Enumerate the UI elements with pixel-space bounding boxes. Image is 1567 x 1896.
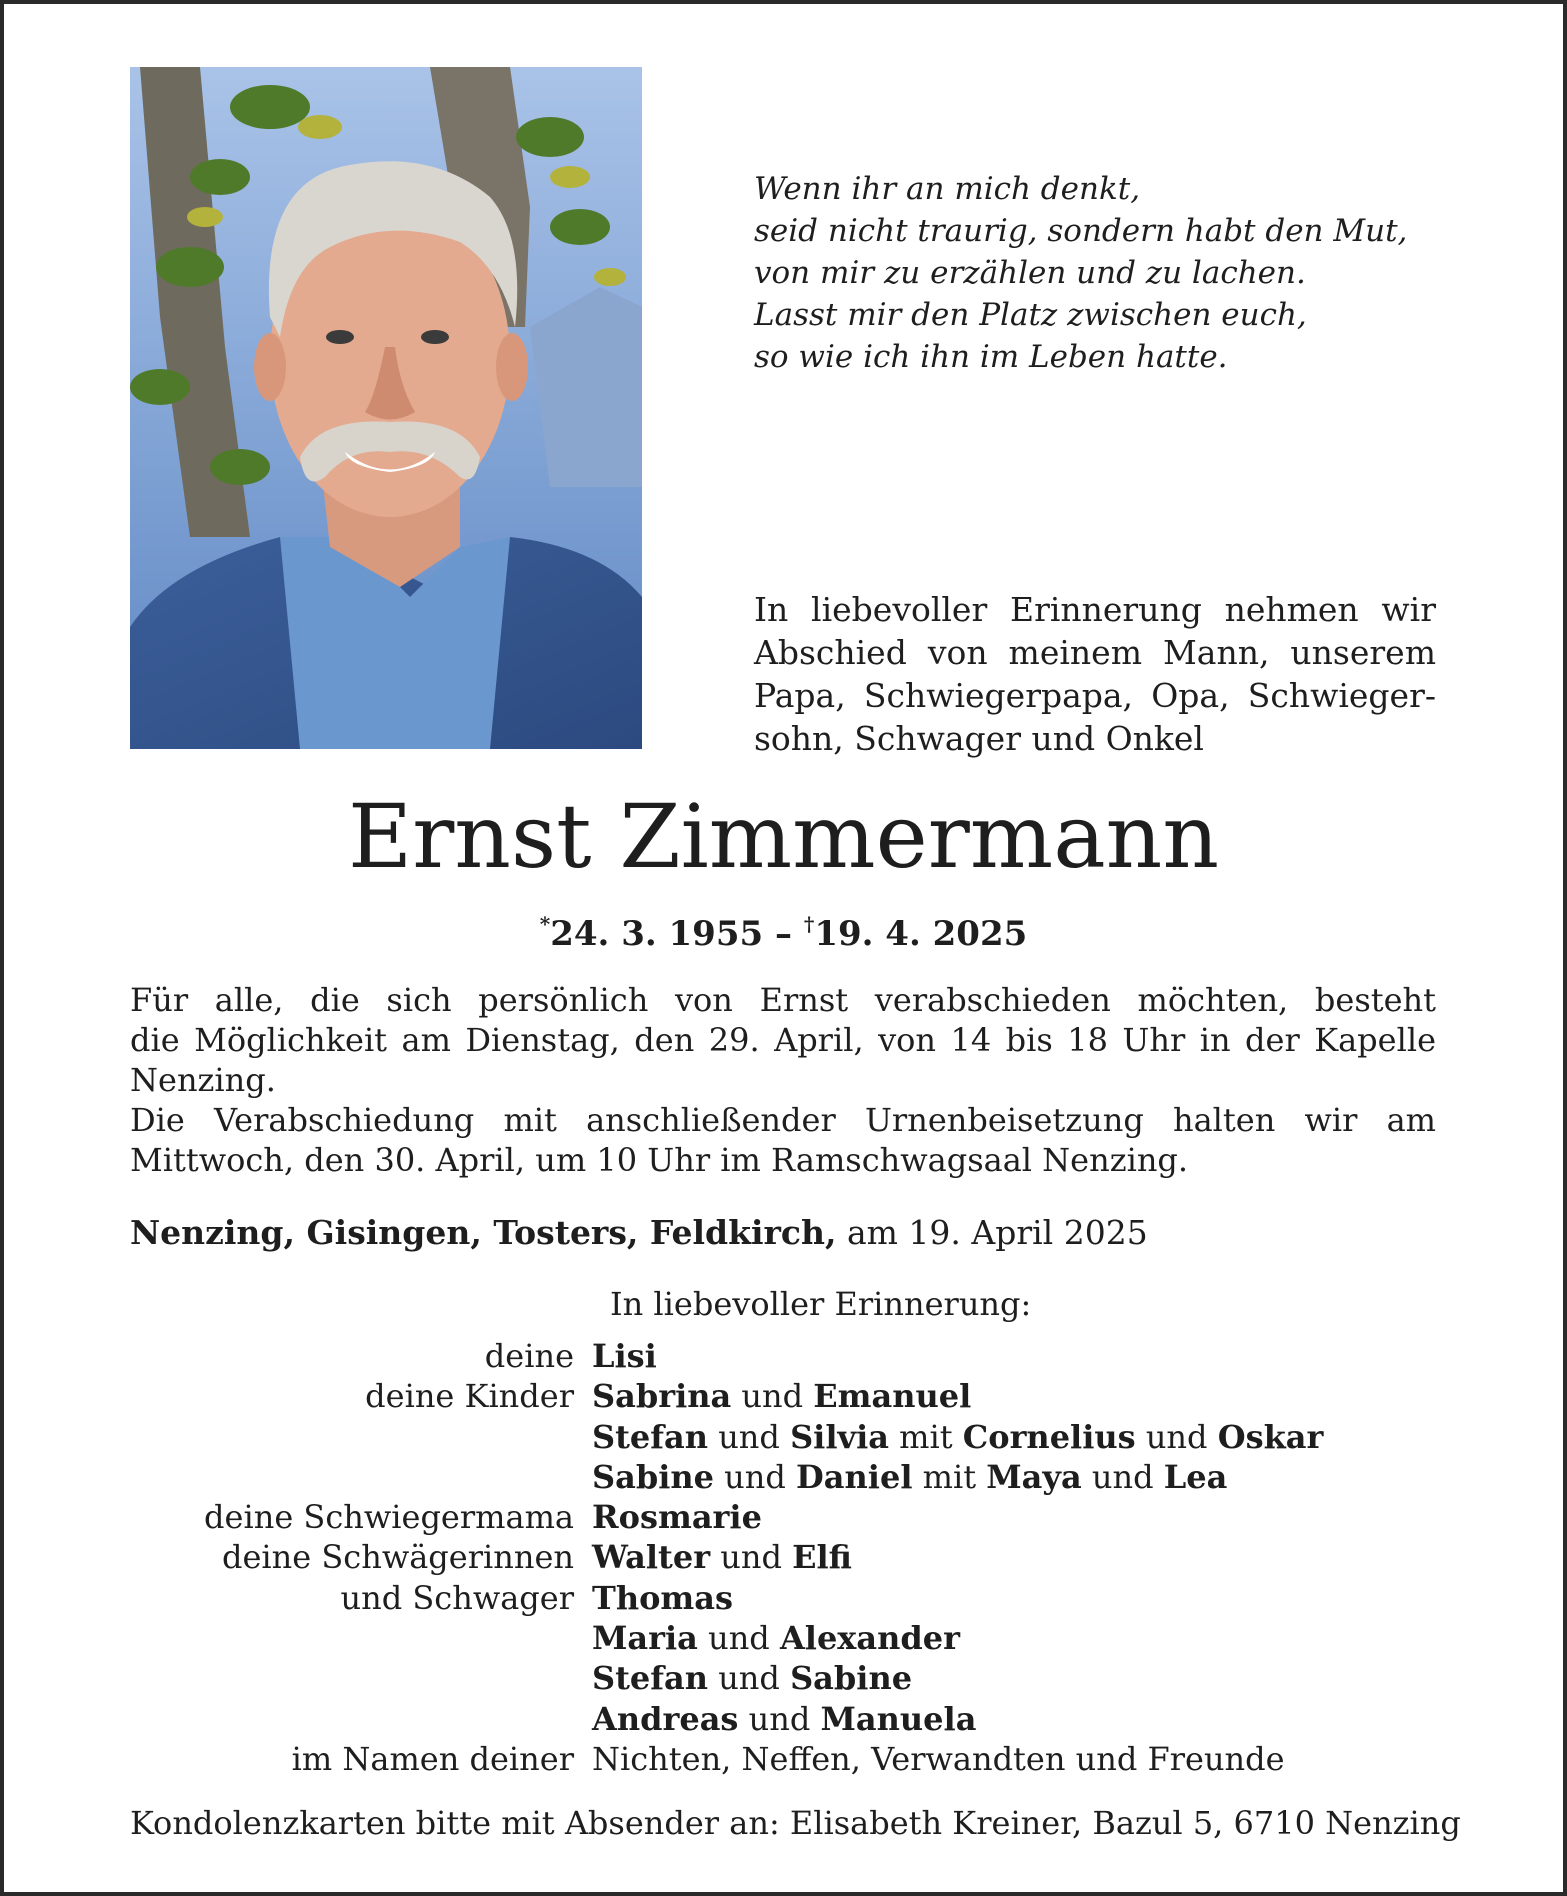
place-date-line (130, 1212, 1436, 1254)
poem-line: Wenn ihr an mich denkt, (754, 171, 1141, 207)
family-member-name: Maria (592, 1619, 698, 1658)
family-row (130, 1417, 1436, 1457)
family-member-name: Thomas (592, 1578, 734, 1617)
viewing-paragraph (130, 980, 1436, 1100)
family-member-name: Alexander (779, 1619, 960, 1658)
info-line: Mittwoch, den 30. April, um 10 Uhr im Ramschwagsaal Nenzing. (130, 1141, 1189, 1179)
family-connector: und (738, 1699, 821, 1738)
intro-line: Abschied von meinem Mann, unserem (754, 633, 1436, 672)
family-member-name: Rosmarie (592, 1498, 762, 1537)
family-member-name: Daniel (796, 1457, 913, 1496)
family-names (592, 1739, 1436, 1779)
family-connector: und (1081, 1457, 1164, 1496)
family-member-name: Emanuel (813, 1377, 972, 1416)
family-row (130, 1578, 1436, 1618)
family-row (130, 1739, 1436, 1779)
family-connector: und (731, 1377, 814, 1416)
family-member-name: Oskar (1217, 1417, 1324, 1456)
notice-date: am 19. April 2025 (836, 1213, 1148, 1252)
family-relation (130, 1457, 592, 1497)
intro-line: In liebevoller Erinnerung nehmen wir (754, 590, 1436, 629)
family-connector: und (710, 1538, 793, 1577)
family-member-name: Lea (1163, 1457, 1228, 1496)
condolence-address: Kondolenzkarten bitte mit Absender an: Elisabeth Kreiner, Bazul 5, 6710 Nenzing (130, 1804, 1461, 1842)
family-member-name: Cornelius (962, 1417, 1136, 1456)
birth-symbol: * (539, 912, 551, 936)
intro-text (754, 588, 1436, 760)
poem-line: seid nicht traurig, sondern habt den Mut, (754, 213, 1408, 249)
family-connector: und (714, 1457, 797, 1496)
family-row (130, 1618, 1436, 1658)
poem (754, 168, 1474, 378)
family-names (592, 1376, 1436, 1416)
family-row (130, 1376, 1436, 1416)
family-names (592, 1417, 1436, 1457)
family-names (592, 1618, 1436, 1658)
memory-heading: In liebevoller Erinnerung: (610, 1285, 1032, 1323)
info-line: Die Verabschiedung mit anschließender Urnenbeisetzung halten wir am (130, 1101, 1436, 1139)
family-names (592, 1658, 1436, 1698)
life-dates (0, 912, 1567, 954)
family-relation (130, 1618, 592, 1658)
family-row (130, 1457, 1436, 1497)
locations: Nenzing, Gisingen, Tosters, Feldkirch, (130, 1213, 837, 1252)
info-line: Nenzing. (130, 1061, 276, 1099)
family-connector: und (1135, 1417, 1218, 1456)
family-names (592, 1537, 1436, 1577)
family-connector: mit (912, 1457, 987, 1496)
family-connector: Nichten, Neffen, Verwandten und Freunde (592, 1739, 1285, 1778)
family-names (592, 1699, 1436, 1739)
family-member-name: Walter (592, 1538, 711, 1577)
family-names (592, 1497, 1436, 1537)
family-member-name: Maya (986, 1457, 1082, 1496)
intro-line: Papa, Schwiegerpapa, Opa, Schwieger- (754, 676, 1436, 715)
portrait-illustration (130, 67, 642, 749)
family-names (592, 1336, 1436, 1376)
family-relation: deine Schwägerinnen (221, 1538, 574, 1577)
family-row (130, 1537, 1436, 1577)
family-connector: mit (888, 1417, 963, 1456)
deceased-name: Ernst Zimmermann (347, 785, 1220, 888)
family-relation: und Schwager (340, 1578, 574, 1617)
funeral-paragraph (130, 1100, 1436, 1180)
family-row (130, 1336, 1436, 1376)
family-member-name: Sabrina (592, 1377, 732, 1416)
family-member-name: Andreas (592, 1699, 739, 1738)
family-member-name: Manuela (820, 1699, 977, 1738)
family-row (130, 1658, 1436, 1698)
family-relation (130, 1699, 592, 1739)
death-date: 19. 4. 2025 (814, 914, 1028, 954)
family-member-name: Sabine (592, 1457, 714, 1496)
family-member-name: Elfi (792, 1538, 852, 1577)
family-list (130, 1336, 1436, 1779)
poem-line: so wie ich ihn im Leben hatte. (754, 339, 1228, 375)
family-member-name: Stefan (592, 1659, 709, 1698)
birth-date: 24. 3. 1955 (550, 914, 764, 954)
family-relation (130, 1417, 592, 1457)
family-connector: und (697, 1619, 780, 1658)
family-member-name: Stefan (592, 1417, 709, 1456)
info-line: Für alle, die sich persönlich von Ernst verabschieden möchten, besteht (130, 981, 1436, 1019)
family-member-name: Sabine (790, 1659, 913, 1698)
family-member-name: Lisi (592, 1337, 657, 1375)
family-row (130, 1699, 1436, 1739)
family-relation: im Namen deiner (291, 1739, 574, 1778)
family-connector: und (708, 1417, 791, 1456)
info-line: die Möglichkeit am Dienstag, den 29. April, von 14 bis 18 Uhr in der Kapelle (130, 1021, 1436, 1059)
family-relation: deine Schwiegermama (204, 1498, 574, 1537)
poem-line: Lasst mir den Platz zwischen euch, (754, 297, 1307, 333)
family-member-name: Silvia (790, 1417, 889, 1456)
family-relation (130, 1658, 592, 1698)
family-relation: deine Kinder (365, 1377, 574, 1416)
family-names (592, 1578, 1436, 1618)
farewell-info (130, 980, 1436, 1180)
family-row (130, 1497, 1436, 1537)
poem-line: von mir zu erzählen und zu lachen. (754, 255, 1306, 291)
intro-line: sohn, Schwager und Onkel (754, 719, 1204, 758)
family-relation: deine (484, 1337, 574, 1375)
portrait-photo (130, 67, 642, 749)
date-separator: – (763, 914, 804, 954)
family-names (592, 1457, 1436, 1497)
family-connector: und (708, 1659, 791, 1698)
death-symbol: † (803, 912, 815, 936)
